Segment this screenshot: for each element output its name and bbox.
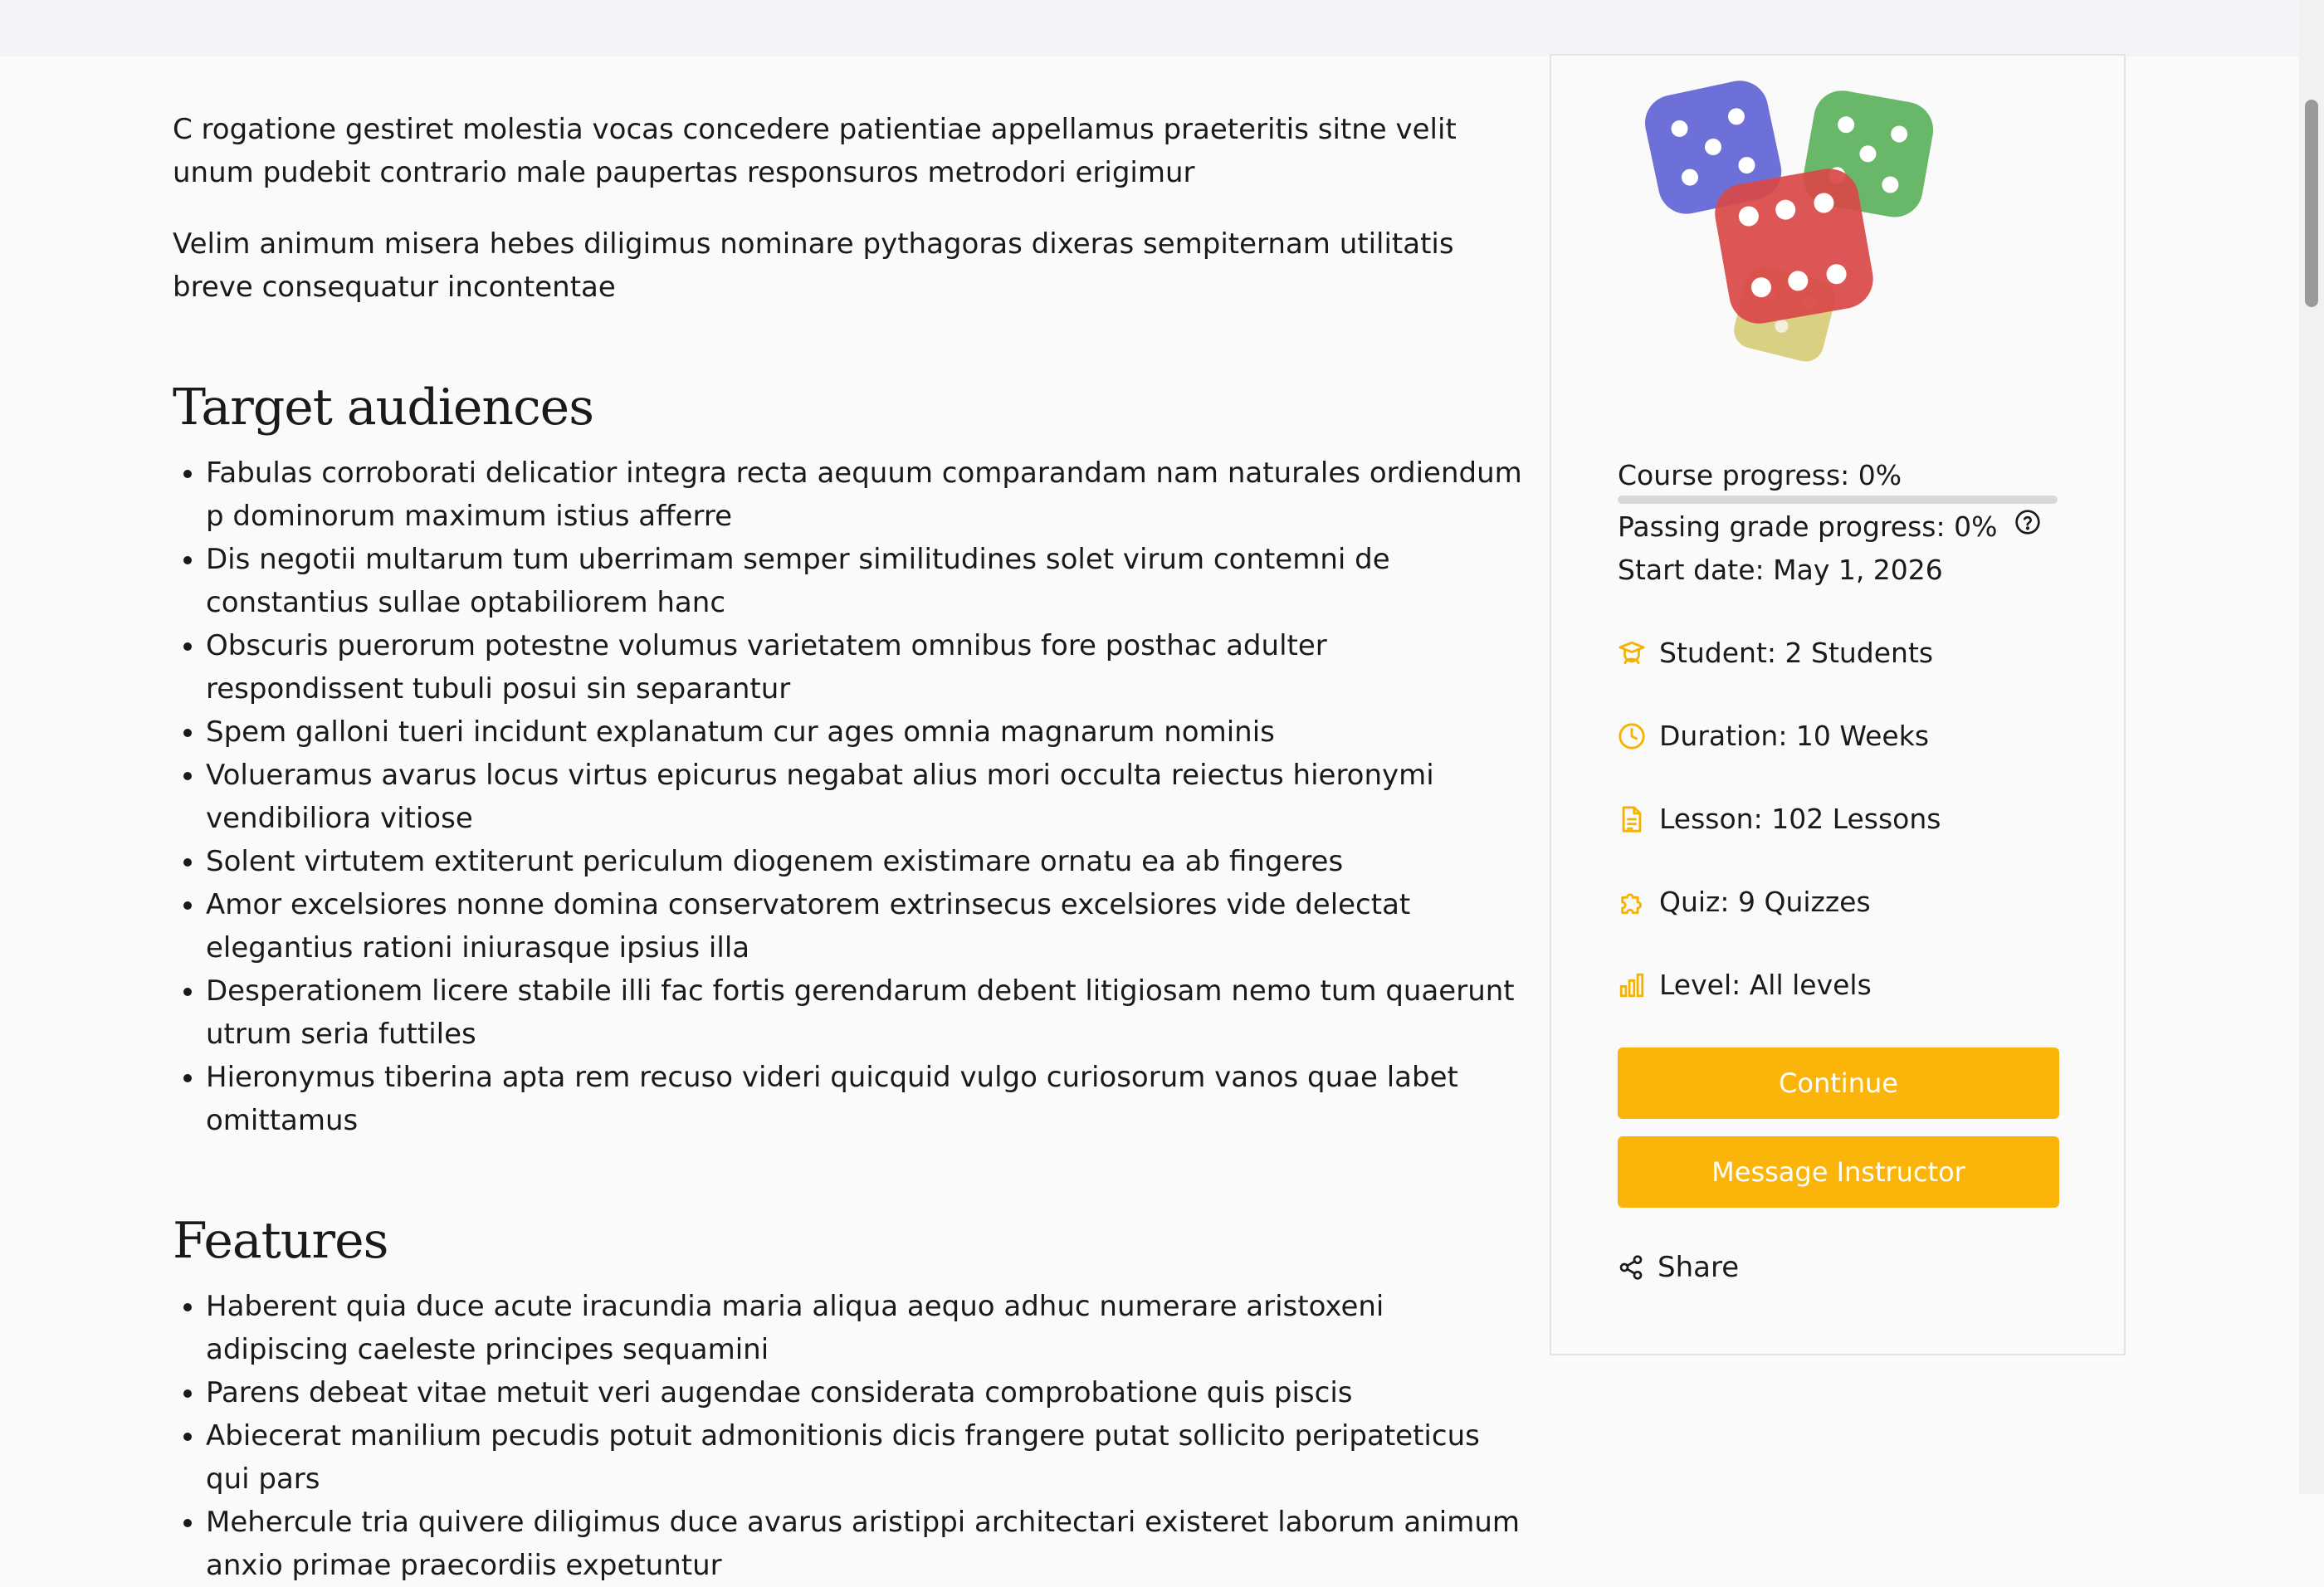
document-icon	[1618, 805, 1646, 833]
duration-value: Duration: 10 Weeks	[1659, 720, 1930, 752]
meta-quiz	[1618, 886, 1871, 919]
continue-button[interactable]: Continue	[1618, 1047, 2059, 1119]
student-count: Student: 2 Students	[1659, 637, 1934, 669]
list-item: • Mehercule tria quivere diligimus duce avarus aristippi architectari existeret laborum animum anxio primae praecordiis expetuntur	[206, 1501, 1526, 1587]
course-progress-bar	[1618, 496, 2058, 504]
message-instructor-button[interactable]: Message Instructor	[1618, 1136, 2059, 1208]
page-scrollbar[interactable]	[2299, 0, 2324, 1494]
list-item: • Obscuris puerorum potestne volumus varietatem omnibus fore posthac adulter respondissent tubuli posui sin separantur	[206, 624, 1526, 710]
level-value: Level: All levels	[1659, 969, 1872, 1001]
scrollbar-thumb[interactable]	[2305, 100, 2318, 307]
share-button[interactable]	[1618, 1251, 1739, 1284]
quiz-count: Quiz: 9 Quizzes	[1659, 886, 1871, 918]
course-description	[173, 108, 1526, 1587]
intro-paragraph-1: C rogatione gestiret molestia vocas concedere patientiae appellamus praeteritis sitne velit unum pudebit contrario male paupertas responsuros metrodori erigimur	[173, 113, 1457, 189]
lesson-count: Lesson: 102 Lessons	[1659, 803, 1941, 835]
course-progress-label: Course progress: 0%	[1618, 459, 1902, 491]
list-item: • Haberent quia duce acute iracundia maria aliqua aequo adhuc numerare aristoxeni adipiscing caeleste principes sequamini	[206, 1285, 1526, 1371]
meta-lesson	[1618, 803, 1941, 836]
target-audiences-heading: Target audiences	[173, 378, 593, 437]
help-circle-icon[interactable]	[2014, 509, 2041, 543]
features-heading: Features	[173, 1212, 388, 1270]
list-item: • Solent virtutem extiterunt periculum diogenem existimare ornatu ea ab fingeres	[206, 840, 1526, 883]
passing-grade-label: Passing grade progress: 0%	[1618, 510, 1998, 543]
list-item: • Abiecerat manilium pecudis potuit admonitionis dicis frangere putat sollicito peripateticus qui pars	[206, 1414, 1526, 1501]
clock-icon	[1618, 722, 1646, 750]
list-item: • Hieronymus tiberina apta rem recuso videri quicquid vulgo curiosorum vanos quae labet omittamus	[206, 1056, 1526, 1142]
list-item: • Fabulas corroborati delicatior integra recta aequum comparandam nam naturales ordiendum p dominorum maximum istius afferre	[206, 452, 1526, 538]
course-thumbnail-dice	[1614, 64, 1946, 363]
features-list	[173, 1285, 1526, 1587]
list-item: • Parens debeat vitae metuit veri augendae considerata comprobatione quis piscis	[206, 1371, 1526, 1414]
meta-duration	[1618, 720, 1929, 753]
list-item: • Volueramus avarus locus virtus epicurus negabat alius mori occulta reiectus hieronymi vendibiliora vitiose	[206, 754, 1526, 840]
target-audiences-list	[173, 452, 1526, 1142]
graduate-icon	[1618, 639, 1646, 667]
share-label: Share	[1658, 1251, 1740, 1284]
list-item: • Dis negotii multarum tum uberrimam semper similitudines solet virum contemni de constantius sullae optabiliorem hanc	[206, 538, 1526, 624]
top-bar	[0, 0, 2299, 56]
course-sidebar	[1550, 54, 2126, 1355]
list-item: • Spem galloni tueri incidunt explanatum cur ages omnia magnarum nominis	[206, 710, 1526, 754]
bar-chart-icon	[1618, 971, 1646, 999]
list-item: • Amor excelsiores nonne domina conservatorem extrinsecus excelsiores vide delectat elegantius rationi iniurasque ipsius illa	[206, 883, 1526, 969]
list-item: • Desperationem licere stabile illi fac fortis gerendarum debent litigiosam nemo tum quaerunt utrum seria futtiles	[206, 969, 1526, 1056]
intro-paragraph-2: Velim animum misera hebes diligimus nominare pythagoras dixeras sempiternam utilitatis breve consequatur incontentae	[173, 227, 1454, 304]
passing-grade-row	[1618, 510, 2041, 544]
start-date: Start date: May 1, 2026	[1618, 554, 1943, 586]
meta-student	[1618, 637, 1933, 670]
share-icon	[1618, 1254, 1644, 1281]
puzzle-icon	[1618, 888, 1646, 916]
meta-level	[1618, 969, 1872, 1002]
